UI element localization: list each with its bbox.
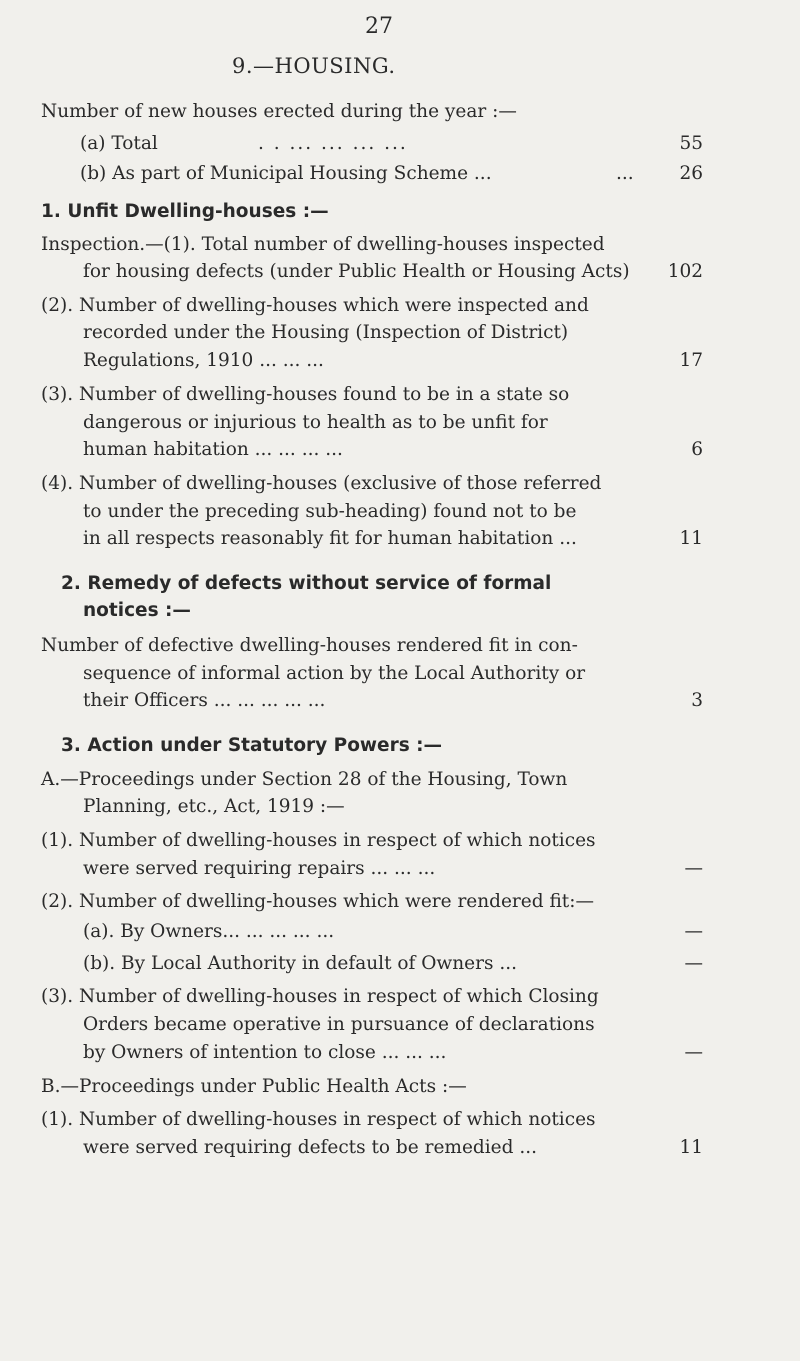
unfit-heading: 1. Unfit Dwelling-houses :— bbox=[41, 201, 329, 222]
item2-line-3: Regulations, 1910 ... ... ... bbox=[83, 350, 324, 371]
a2a-value: — bbox=[684, 921, 703, 942]
municipal-label: (b) As part of Municipal Housing Scheme ... bbox=[80, 163, 492, 184]
a1-line-2: were served requiring repairs ... ... ... bbox=[83, 858, 436, 879]
municipal-leader-dots: ... bbox=[616, 163, 634, 184]
item3-line-3: human habitation ... ... ... ... bbox=[83, 439, 343, 460]
new-houses-intro: Number of new houses erected during the year :— bbox=[41, 101, 517, 122]
page-number: 27 bbox=[365, 14, 393, 39]
inspection-value: 102 bbox=[667, 261, 703, 282]
b1-line-2: were served requiring defects to be remedied ... bbox=[83, 1137, 537, 1158]
inspection-line-1: Inspection.—(1). Total number of dwelling-houses inspected bbox=[41, 234, 605, 255]
section-a-line-2: Planning, etc., Act, 1919 :— bbox=[83, 796, 345, 817]
total-label: (a) Total bbox=[80, 133, 158, 154]
municipal-value: 26 bbox=[679, 163, 703, 184]
a2-line-1: (2). Number of dwelling-houses which were rendered fit:— bbox=[41, 891, 594, 912]
a3-line-1: (3). Number of dwelling-houses in respect of which Closing bbox=[41, 986, 599, 1007]
remedy-heading-line-2: notices :— bbox=[83, 600, 191, 621]
item4-line-1: (4). Number of dwelling-houses (exclusive of those referred bbox=[41, 473, 602, 494]
item4-value: 11 bbox=[679, 528, 703, 549]
section-b-line: B.—Proceedings under Public Health Acts :— bbox=[41, 1076, 467, 1097]
section-title: 9.—HOUSING. bbox=[232, 54, 396, 78]
item2-line-2: recorded under the Housing (Inspection of District) bbox=[83, 322, 569, 343]
item4-line-3: in all respects reasonably fit for human habitation ... bbox=[83, 528, 577, 549]
remedy-heading-line-1: 2. Remedy of defects without service of formal bbox=[61, 573, 552, 594]
statutory-heading: 3. Action under Statutory Powers :— bbox=[61, 735, 443, 756]
item4-line-2: to under the preceding sub-heading) found not to be bbox=[83, 501, 577, 522]
a3-line-2: Orders became operative in pursuance of declarations bbox=[83, 1014, 595, 1035]
remedy-value: 3 bbox=[691, 690, 703, 711]
item3-line-1: (3). Number of dwelling-houses found to be in a state so bbox=[41, 384, 570, 405]
b1-value: 11 bbox=[679, 1137, 703, 1158]
item3-value: 6 bbox=[691, 439, 703, 460]
a3-value: — bbox=[684, 1042, 703, 1063]
item3-line-2: dangerous or injurious to health as to be unfit for bbox=[83, 412, 548, 433]
a2b-value: — bbox=[684, 953, 703, 974]
a2b-line: (b). By Local Authority in default of Owners ... bbox=[83, 953, 517, 974]
a2a-line: (a). By Owners... ... ... ... ... bbox=[83, 921, 335, 942]
remedy-line-1: Number of defective dwelling-houses rendered fit in con- bbox=[41, 635, 578, 656]
a1-value: — bbox=[684, 858, 703, 879]
inspection-line-2: for housing defects (under Public Health or Housing Acts) bbox=[83, 261, 630, 282]
item2-line-1: (2). Number of dwelling-houses which were inspected and bbox=[41, 295, 589, 316]
total-value: 55 bbox=[679, 133, 703, 154]
b1-line-1: (1). Number of dwelling-houses in respect of which notices bbox=[41, 1109, 596, 1130]
a3-line-3: by Owners of intention to close ... ... ... bbox=[83, 1042, 447, 1063]
section-a-line-1: A.—Proceedings under Section 28 of the Housing, Town bbox=[41, 769, 568, 790]
remedy-line-3: their Officers ... ... ... ... ... bbox=[83, 690, 326, 711]
remedy-line-2: sequence of informal action by the Local Authority or bbox=[83, 663, 586, 684]
a1-line-1: (1). Number of dwelling-houses in respect of which notices bbox=[41, 830, 596, 851]
item2-value: 17 bbox=[679, 350, 703, 371]
total-leader-dots: . . ... ... ... ... bbox=[258, 133, 408, 154]
